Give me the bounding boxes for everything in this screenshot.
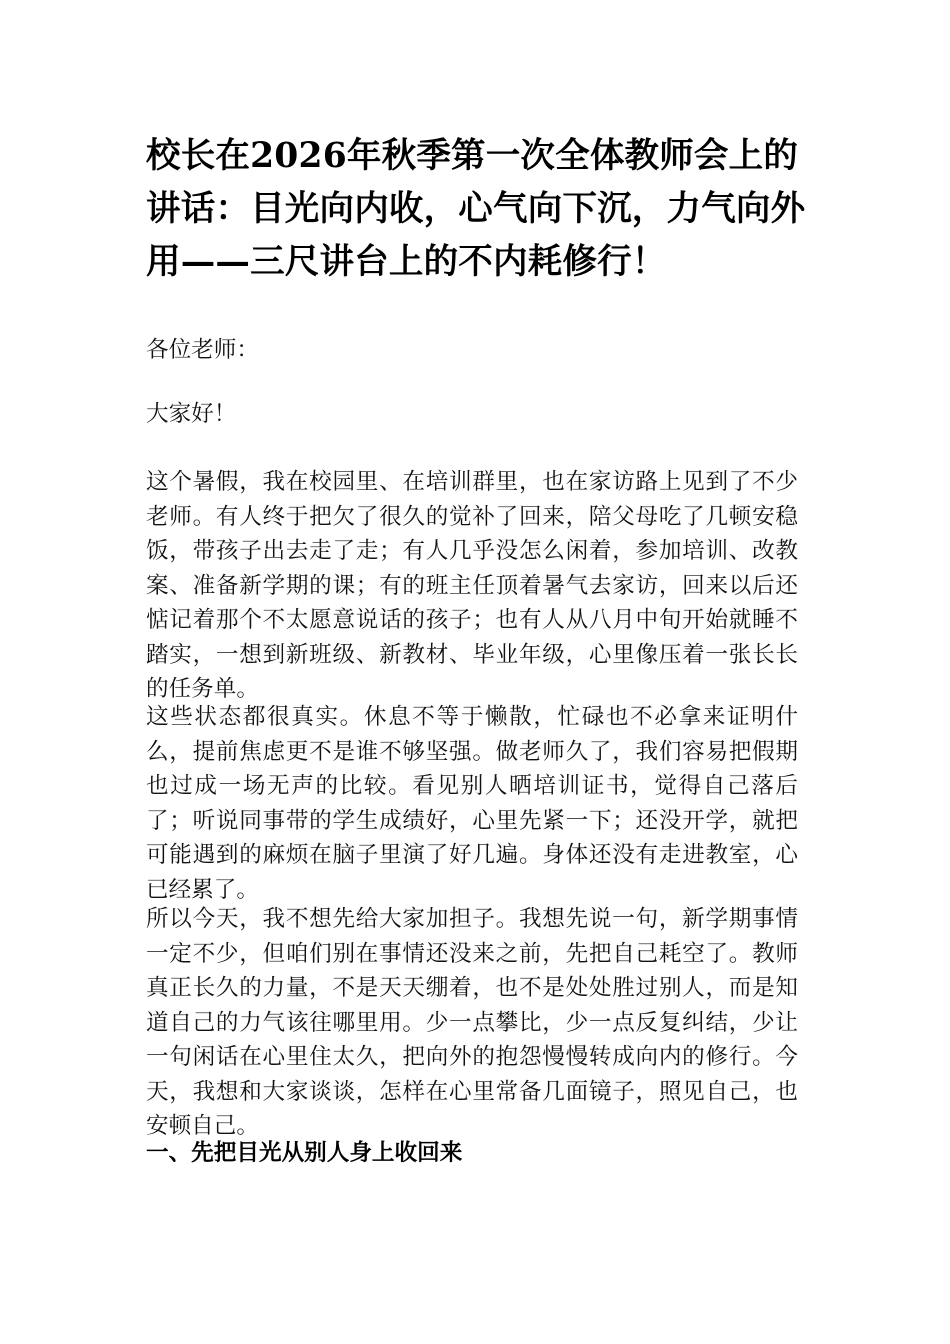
paragraph-summer-review: 这个暑假，我在校园里、在培训群里，也在家访路上见到了不少老师。有人终于把欠了很久的觉补了回来，陪父母吃了几顿安稳饭，带孩子出去走了走；有人几乎没怎么闲着，参加培训、改教案、准备新学期的课；有的班主任顶着暑气去家访，回来以后还惦记着那个不太愿意说话的孩子；也有人从八月中旬开始就睡不踏实，一想到新班级、新教材、毕业年级，心里像压着一张长长的任务单。 [146, 469, 798, 702]
section-heading: 一、先把目光从别人身上收回来 [146, 1140, 463, 1166]
salutation: 各位老师： [146, 337, 259, 363]
document-title: 校长在2026年秋季第一次全体教师会上的讲话：目光向内收，心气向下沉，力气向外用——三尺讲台上的不内耗修行！ [146, 136, 806, 282]
greeting: 大家好！ [146, 401, 237, 427]
paragraph-today-topic: 所以今天，我不想先给大家加担子。我想先说一句，新学期事情一定不少，但咱们别在事情还没来之前，先把自己耗空了。教师真正长久的力量，不是天天绷着，也不是处处胜过别人，而是知道自己的力气该往哪里用。少一点攀比，少一点反复纠结，少让一句闲话在心里住太久，把向外的抱怨慢慢转成向内的修行。今天，我想和大家谈谈，怎样在心里常备几面镜子，照见自己，也安顿自己。 [146, 906, 798, 1139]
paragraph-states: 这些状态都很真实。休息不等于懒散，忙碌也不必拿来证明什么，提前焦虑更不是谁不够坚强。做老师久了，我们容易把假期也过成一场无声的比较。看见别人晒培训证书，觉得自己落后了；听说同事带的学生成绩好，心里先紧一下；还没开学，就把可能遇到的麻烦在脑子里演了好几遍。身体还没有走进教室，心已经累了。 [146, 704, 798, 903]
